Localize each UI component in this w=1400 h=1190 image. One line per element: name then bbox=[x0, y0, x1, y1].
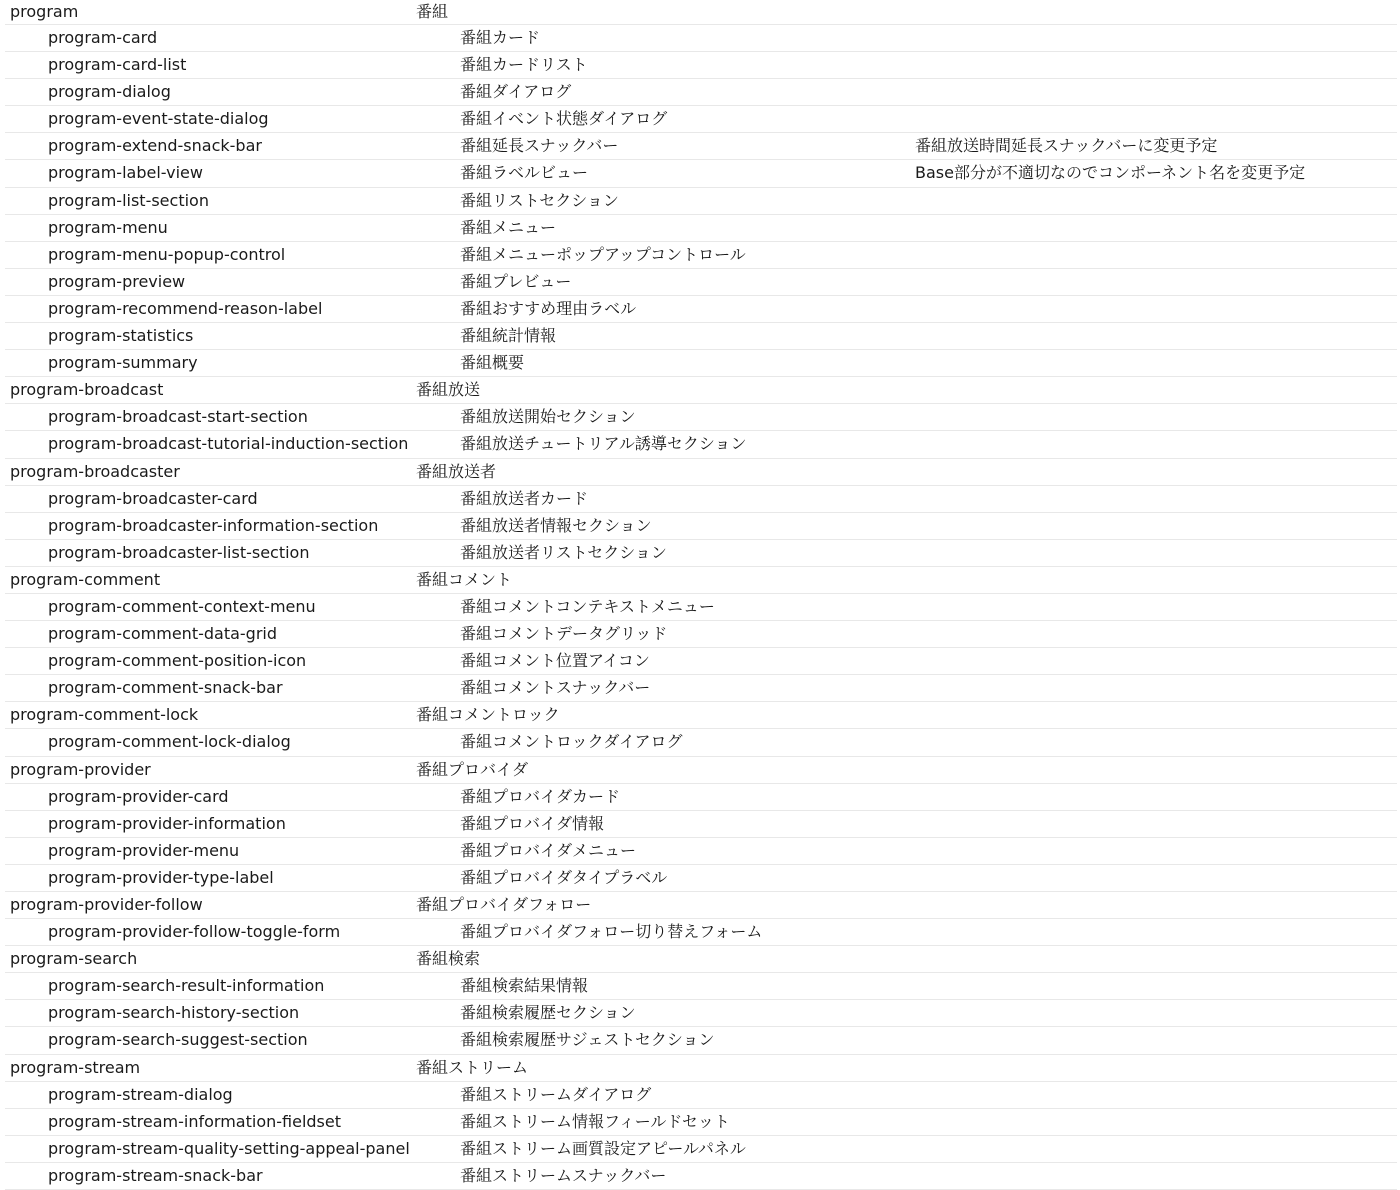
component-label: 番組カードリスト bbox=[460, 55, 588, 75]
component-row bbox=[5, 648, 1397, 675]
group-row bbox=[5, 0, 1397, 25]
component-label: 番組プロバイダ bbox=[416, 759, 529, 779]
group-row bbox=[5, 946, 1397, 973]
component-name: program-stream-quality-setting-appeal-panel bbox=[48, 1138, 410, 1158]
component-name: program-broadcast-start-section bbox=[48, 407, 308, 427]
component-name: program-provider-information bbox=[48, 813, 286, 833]
component-name: program-broadcaster bbox=[10, 461, 180, 481]
component-name: program-stream-information-fieldset bbox=[48, 1111, 342, 1131]
component-label: 番組プロバイダフォロー bbox=[416, 895, 592, 914]
group-row bbox=[5, 377, 1397, 404]
component-row bbox=[5, 431, 1397, 458]
component-row bbox=[5, 540, 1397, 567]
component-note: Base部分が不適切なのでコンポーネント名を変更予定 bbox=[915, 163, 1306, 183]
component-name: program-search-suggest-section bbox=[48, 1030, 308, 1050]
component-row bbox=[5, 188, 1397, 215]
component-row bbox=[5, 52, 1397, 79]
component-name: program-provider-follow-toggle-form bbox=[48, 922, 341, 942]
component-row bbox=[5, 242, 1397, 269]
component-name: program-menu bbox=[48, 217, 168, 237]
component-name: program-provider bbox=[10, 759, 151, 779]
component-label: 番組ストリームダイアログ bbox=[460, 1084, 652, 1104]
component-name: program-event-state-dialog bbox=[48, 109, 269, 129]
component-label: 番組統計情報 bbox=[460, 326, 557, 346]
component-row bbox=[5, 621, 1397, 648]
component-row bbox=[5, 215, 1397, 242]
component-label: 番組メニュー bbox=[460, 217, 557, 237]
component-label: 番組プロバイダ情報 bbox=[460, 813, 605, 833]
component-name: program-search bbox=[10, 949, 138, 969]
component-name: program-stream-dialog bbox=[48, 1084, 233, 1104]
component-name: program-extend-snack-bar bbox=[48, 136, 262, 156]
component-row bbox=[5, 296, 1397, 323]
component-name: program-comment-lock-dialog bbox=[48, 732, 291, 752]
component-name: program-comment-snack-bar bbox=[48, 678, 283, 698]
group-row bbox=[5, 567, 1397, 594]
component-row bbox=[5, 513, 1397, 540]
component-name: program-broadcast-tutorial-induction-section bbox=[48, 434, 409, 454]
component-label: 番組コメントスナックバー bbox=[460, 678, 651, 698]
component-row bbox=[5, 1109, 1397, 1136]
component-name: program-broadcaster-information-section bbox=[48, 515, 379, 535]
component-row bbox=[5, 160, 1397, 187]
component-label: 番組検索結果情報 bbox=[460, 976, 589, 996]
component-label: 番組 bbox=[416, 2, 449, 21]
component-name: program-comment-position-icon bbox=[48, 651, 307, 671]
group-row bbox=[5, 892, 1397, 919]
component-row bbox=[5, 838, 1397, 865]
component-name: program-preview bbox=[48, 271, 186, 291]
component-label: 番組プロバイダタイプラベル bbox=[460, 867, 668, 887]
component-label: 番組放送チュートリアル誘導セクション bbox=[460, 434, 747, 454]
component-name: program-search-result-information bbox=[48, 976, 325, 996]
component-label: 番組放送 bbox=[416, 380, 481, 400]
component-label: 番組ラベルビュー bbox=[460, 163, 589, 183]
component-row bbox=[5, 1163, 1397, 1190]
component-label: 番組放送開始セクション bbox=[460, 407, 636, 427]
component-name: program-broadcaster-list-section bbox=[48, 542, 310, 562]
component-label: 番組コメントデータグリッド bbox=[460, 624, 668, 644]
component-name: program-summary bbox=[48, 353, 198, 373]
component-row bbox=[5, 323, 1397, 350]
component-label: 番組コメントロックダイアログ bbox=[460, 732, 683, 752]
component-name: program-stream bbox=[10, 1057, 141, 1077]
component-row bbox=[5, 973, 1397, 1000]
component-name: program-card-list bbox=[48, 55, 187, 75]
component-name: program-list-section bbox=[48, 190, 209, 210]
group-row bbox=[5, 757, 1397, 784]
component-name: program-provider-menu bbox=[48, 840, 240, 860]
component-label: 番組カード bbox=[460, 28, 541, 47]
component-label: 番組検索 bbox=[416, 949, 481, 969]
component-row bbox=[5, 811, 1397, 838]
component-row bbox=[5, 1136, 1397, 1163]
component-row bbox=[5, 79, 1397, 106]
component-name: program-provider-card bbox=[48, 786, 229, 806]
component-label: 番組放送者リストセクション bbox=[460, 542, 667, 562]
group-row bbox=[5, 702, 1397, 729]
component-name: program-comment-context-menu bbox=[48, 596, 316, 616]
component-row bbox=[5, 404, 1397, 431]
component-label: 番組検索履歴セクション bbox=[460, 1003, 636, 1023]
component-name: program-stream-snack-bar bbox=[48, 1165, 263, 1185]
component-row bbox=[5, 133, 1397, 160]
component-row bbox=[5, 1000, 1397, 1027]
component-label: 番組コメント位置アイコン bbox=[460, 651, 650, 671]
component-name: program bbox=[10, 2, 79, 21]
component-name: program-broadcaster-card bbox=[48, 488, 258, 508]
component-row bbox=[5, 919, 1397, 946]
component-row bbox=[5, 486, 1397, 513]
component-row bbox=[5, 350, 1397, 377]
component-name: program-comment bbox=[10, 569, 161, 589]
component-label: 番組コメントロック bbox=[416, 705, 560, 725]
component-label: 番組ストリーム bbox=[416, 1057, 529, 1077]
component-name: program-recommend-reason-label bbox=[48, 298, 323, 318]
component-label: 番組ストリーム情報フィールドセット bbox=[460, 1111, 730, 1131]
component-name: program-broadcast bbox=[10, 380, 164, 400]
component-label: 番組コメントコンテキストメニュー bbox=[460, 596, 715, 616]
component-label: 番組放送者情報セクション bbox=[460, 515, 652, 535]
component-name: program-provider-follow bbox=[10, 895, 203, 914]
component-name: program-card bbox=[48, 28, 158, 47]
component-label: 番組プロバイダメニュー bbox=[460, 840, 637, 860]
component-name: program-search-history-section bbox=[48, 1003, 300, 1023]
component-label: 番組ストリーム画質設定アピールパネル bbox=[460, 1138, 746, 1158]
component-row bbox=[5, 1082, 1397, 1109]
component-row bbox=[5, 594, 1397, 621]
component-label: 番組検索履歴サジェストセクション bbox=[460, 1030, 715, 1050]
component-name: program-menu-popup-control bbox=[48, 244, 286, 264]
component-label: 番組延長スナックバー bbox=[460, 136, 619, 156]
component-row bbox=[5, 1027, 1397, 1054]
component-name: program-provider-type-label bbox=[48, 867, 274, 887]
component-label: 番組プロバイダフォロー切り替えフォーム bbox=[460, 922, 763, 942]
component-row bbox=[5, 25, 1397, 52]
component-name: program-label-view bbox=[48, 163, 203, 183]
component-label: 番組放送者 bbox=[416, 461, 497, 481]
component-name: program-statistics bbox=[48, 326, 194, 346]
component-row bbox=[5, 675, 1397, 702]
component-label: 番組概要 bbox=[460, 353, 525, 373]
component-note: 番組放送時間延長スナックバーに変更予定 bbox=[915, 136, 1218, 156]
component-name: program-dialog bbox=[48, 82, 171, 102]
component-row bbox=[5, 106, 1397, 133]
group-row bbox=[5, 459, 1397, 486]
component-label: 番組コメント bbox=[416, 569, 513, 589]
component-row bbox=[5, 269, 1397, 296]
component-label: 番組放送者カード bbox=[460, 488, 589, 508]
component-row bbox=[5, 865, 1397, 892]
component-name: program-comment-data-grid bbox=[48, 624, 278, 644]
component-label: 番組メニューポップアップコントロール bbox=[460, 244, 746, 264]
component-label: 番組プレビュー bbox=[460, 271, 572, 291]
group-row bbox=[5, 1055, 1397, 1082]
component-row bbox=[5, 729, 1397, 756]
component-label: 番組ストリームスナックバー bbox=[460, 1165, 667, 1185]
component-label: 番組おすすめ理由ラベル bbox=[460, 298, 637, 318]
component-label: 番組リストセクション bbox=[460, 190, 619, 210]
component-row bbox=[5, 784, 1397, 811]
component-label: 番組プロバイダカード bbox=[460, 786, 621, 806]
component-label: 番組ダイアログ bbox=[460, 82, 572, 102]
component-name: program-comment-lock bbox=[10, 705, 199, 725]
component-label: 番組イベント状態ダイアログ bbox=[460, 109, 668, 129]
